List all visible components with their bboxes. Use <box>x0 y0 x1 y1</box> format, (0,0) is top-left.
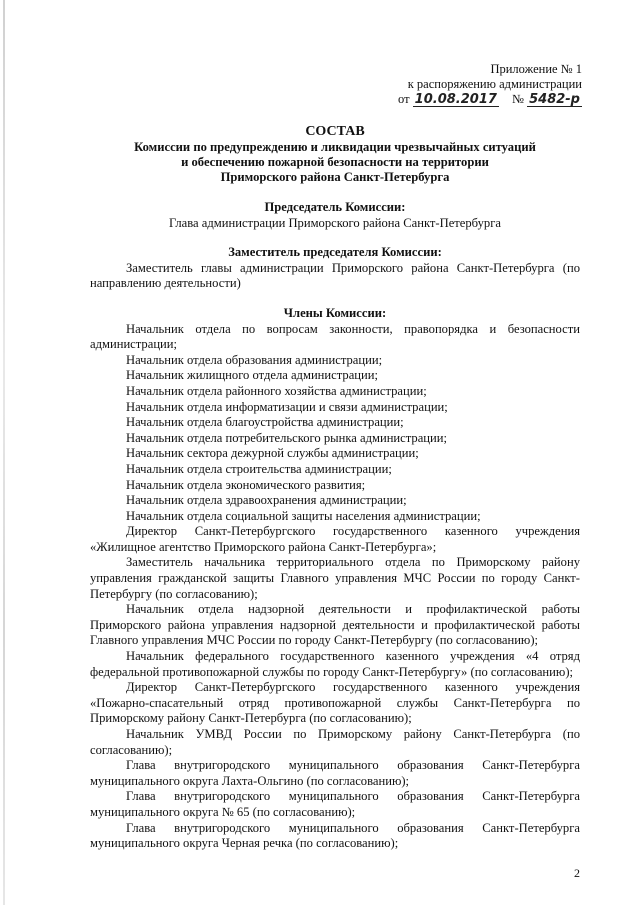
member-item: Начальник УМВД России по Приморскому району Санкт-Петербурга (по согласованию); <box>90 727 580 757</box>
member-item: Начальник жилищного отдела администрации; <box>126 368 379 383</box>
deputy-text: Заместитель главы администрации Приморского района Санкт-Петербурга (по направлению деятельности) <box>90 260 580 291</box>
member-item: Начальник отдела строительства администрации; <box>126 461 392 476</box>
chairman-heading: Председатель Комиссии: <box>264 200 406 214</box>
scan-edge-shadow <box>3 0 5 905</box>
member-item: Начальник отдела по вопросам законности, правопорядка и безопасности администрации; <box>90 321 580 352</box>
member-item: Начальник отдела районного хозяйства администрации; <box>126 383 427 398</box>
member-item: Начальник сектора дежурной службы администрации; <box>126 446 419 461</box>
member-item: Начальник отдела экономического развития; <box>126 477 366 492</box>
member-item: Директор Санкт-Петербургского государственного казенного учреждения «Жилищное агентство Приморского района Санкт-Петербурга»; <box>90 524 580 554</box>
member-item: Глава внутригородского муниципального образования Санкт-Петербурга муниципального округа Черная речка (по согласованию); <box>90 820 580 851</box>
document-title: СОСТАВ <box>305 124 365 139</box>
member-item: Начальник федерального государственного казенного учреждения «4 отряд федеральной противопожарной службы по городу Санкт-Петербургу» (по согласованию); <box>90 649 580 679</box>
chairman-text: Глава администрации Приморского района Санкт-Петербурга <box>169 215 501 230</box>
document-subtitle-line-3: Приморского района Санкт-Петербурга <box>220 170 450 184</box>
member-item: Начальник отдела благоустройства администрации; <box>126 415 404 430</box>
appendix-line1: Приложение № 1 <box>490 62 582 76</box>
number-handwritten: 5482-р <box>529 92 580 107</box>
member-item: Начальник отдела информатизации и связи администрации; <box>126 399 448 414</box>
page-number: 2 <box>574 866 580 880</box>
member-item: Начальник отдела надзорной деятельности и профилактической работы Приморского района управления надзорной деятельности и профилактической работы Главного управления МЧС России по городу Санкт-Петербургу (по согласованию); <box>90 602 580 648</box>
member-item: Глава внутригородского муниципального образования Санкт-Петербурга муниципального округа Лахта-Ольгино (по согласованию); <box>90 758 580 788</box>
member-item: Глава внутригородского муниципального образования Санкт-Петербурга муниципального округа № 65 (по согласованию); <box>90 789 580 819</box>
members-heading: Члены Комиссии: <box>283 305 387 320</box>
member-item: Директор Санкт-Петербургского государственного казенного учреждения «Пожарно-спасательный отряд противопожарной службы Санкт-Петербурга по Приморскому району Санкт-Петербурга (по согласованию); <box>90 680 580 726</box>
appendix-block <box>332 62 582 107</box>
number-prefix: № <box>512 92 524 106</box>
member-item: Начальник отдела здравоохранения администрации; <box>126 493 407 508</box>
member-item: Начальник отдела социальной защиты населения администрации; <box>126 508 481 523</box>
document-body <box>90 123 580 852</box>
document-subtitle-line-2: и обеспечению пожарной безопасности на территории <box>181 155 489 169</box>
appendix-date-line <box>332 92 582 107</box>
appendix-line2: к распоряжению администрации <box>407 77 582 91</box>
date-handwritten: 10.08.2017 <box>414 92 497 107</box>
member-item: Заместитель начальника территориального отдела по Приморскому району управления гражданской защиты Главного управления МЧС России по городу Санкт-Петербургу (по согласованию); <box>90 555 580 601</box>
date-prefix: от <box>397 92 410 106</box>
member-item: Начальник отдела потребительского рынка администрации; <box>126 430 448 445</box>
members-list <box>90 322 580 852</box>
deputy-heading: Заместитель председателя Комиссии: <box>228 245 442 260</box>
document-subtitle-line-1: Комиссии по предупреждению и ликвидации чрезвычайных ситуаций <box>134 140 536 154</box>
member-item: Начальник отдела образования администрации; <box>126 352 383 367</box>
